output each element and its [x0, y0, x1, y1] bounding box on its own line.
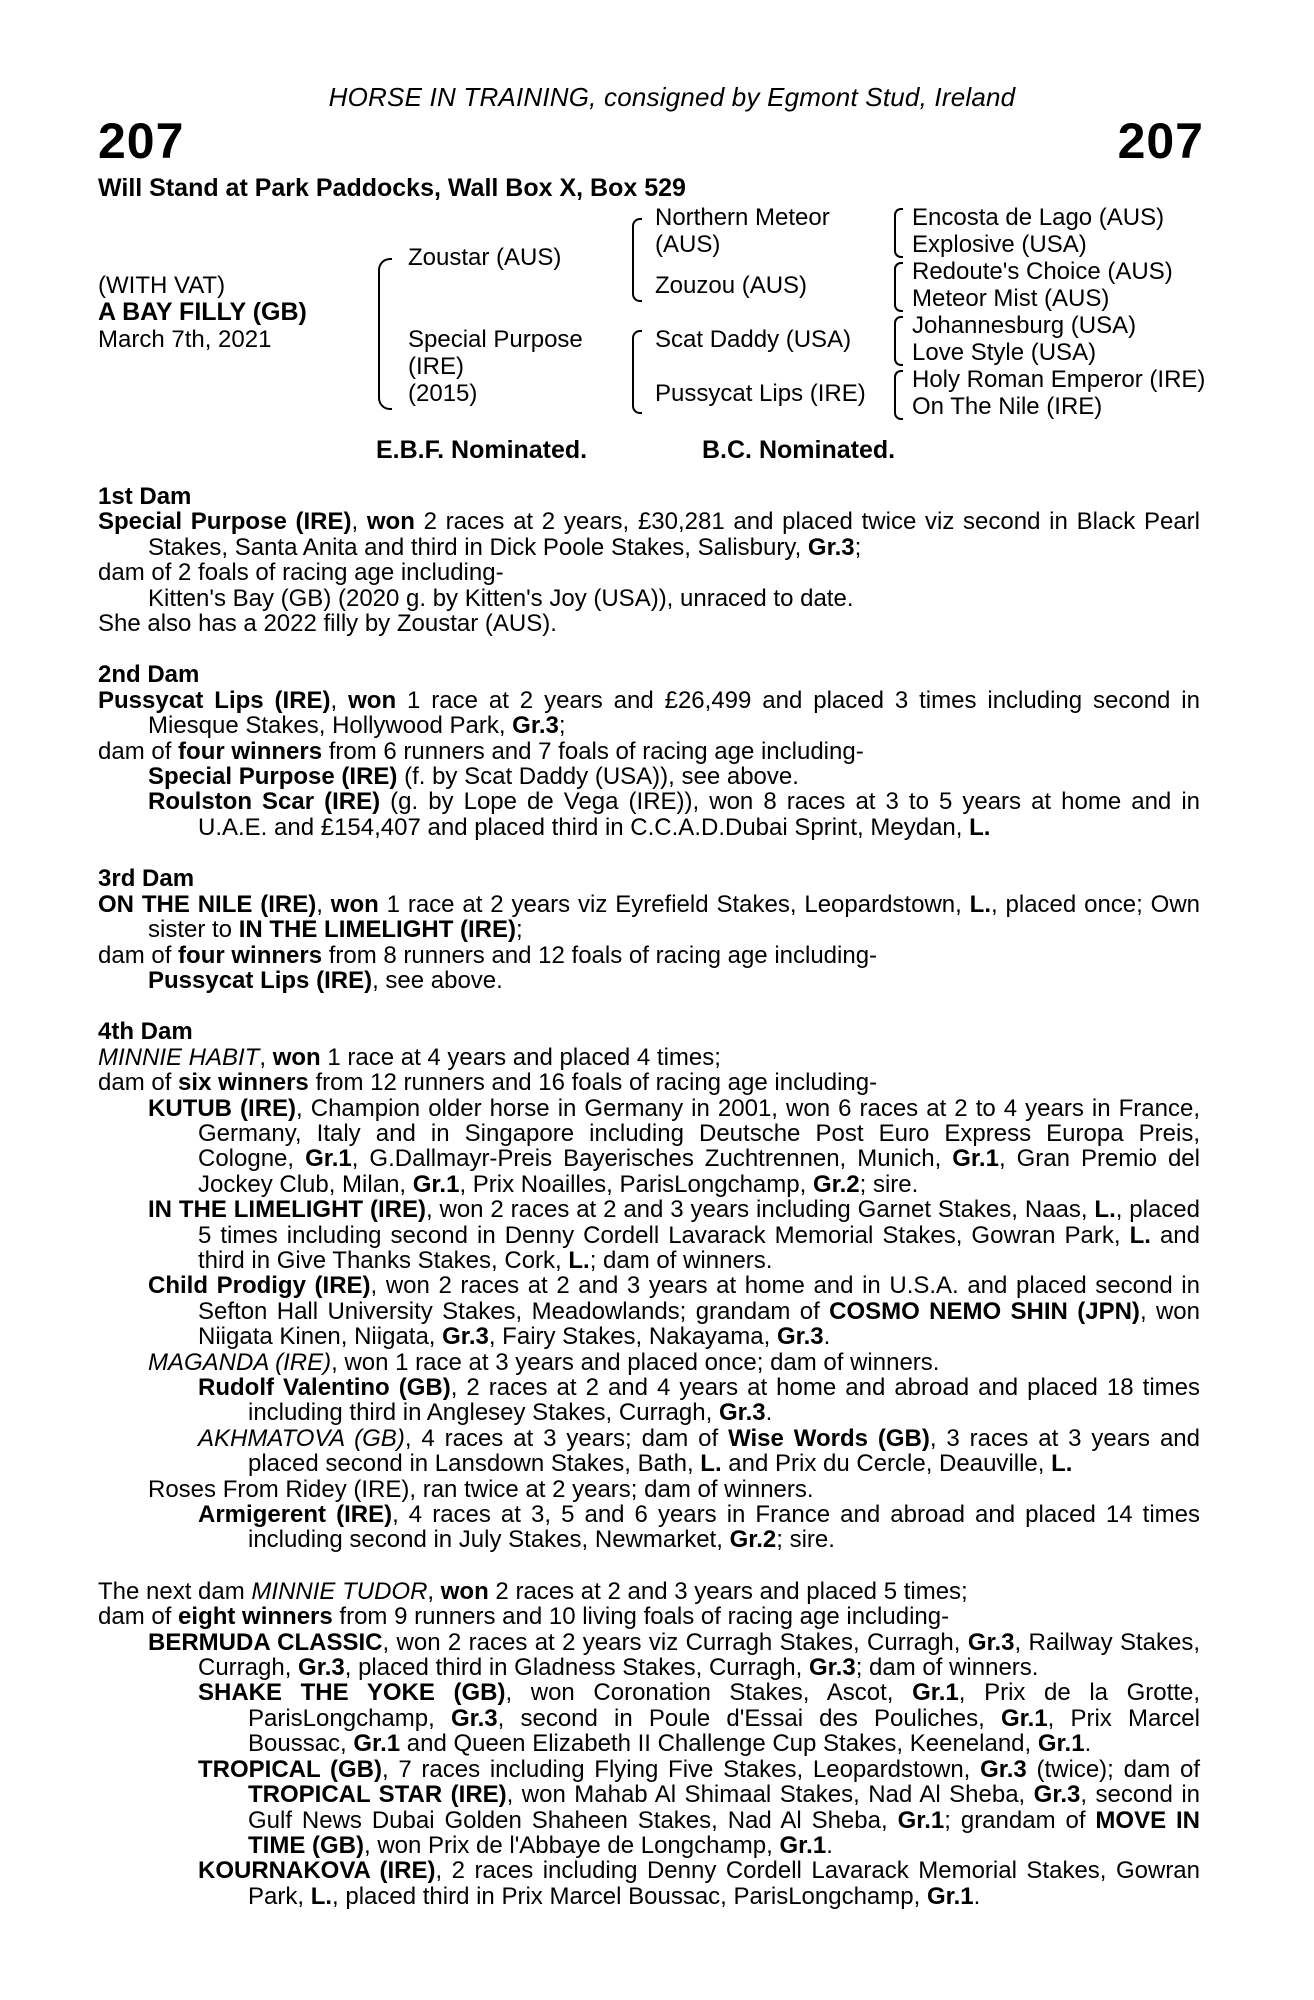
ggs-1: Encosta de Lago (AUS) [912, 204, 1165, 231]
second-dam-heading: 2nd Dam [98, 661, 200, 689]
next-dam-grandoffspring: TROPICAL (GB), 7 races including Flying Five Stakes, Leopardstown, Gr.3 (twice); dam of TROPICAL STAR (IRE), won Mahab Al Shimaal Stakes, Nad Al Sheba, Gr.3, second in Gulf News Dubai Golden Shaheen Stakes, Nad Al Sheba, Gr.1; grandam of MOVE IN TIME (GB), won Prix de l'Abbaye de Longchamp, Gr.1. [198, 1755, 1201, 1859]
second-dam-record: Pussycat Lips (IRE), won 1 race at 2 years and £26,499 and placed 3 times including second in Miesque Stakes, Hollywood Park, Gr.3; [98, 686, 1200, 740]
fourth-dam-heading: 4th Dam [98, 1018, 193, 1046]
ggs-3: Redoute's Choice (AUS) [912, 258, 1173, 285]
ggs-4: Meteor Mist (AUS) [912, 285, 1110, 312]
sire-name: Zoustar (AUS) [408, 244, 562, 271]
consignor-header: HORSE IN TRAINING, consigned by Egmont Stud, Ireland [328, 82, 1016, 112]
next-dam-produce: dam of eight winners from 9 runners and 10 living foals of racing age including- [98, 1603, 950, 1631]
fourth-dam-offspring: Roses From Ridey (IRE), ran twice at 2 years; dam of winners. [148, 1475, 814, 1503]
dam-name-line1: Special Purpose [408, 326, 583, 353]
pedigree-brace-g1 [894, 208, 903, 258]
fourth-dam-record: MINNIE HABIT, won 1 race at 4 years and placed 4 times; [98, 1043, 721, 1071]
horse-name: A BAY FILLY (GB) [98, 298, 307, 326]
lot-number-right: 207 [1117, 113, 1204, 169]
fourth-dam-grandoffspring: AKHMATOVA (GB), 4 races at 3 years; dam of Wise Words (GB), 3 races at 3 years and placed second in Lansdown Stakes, Bath, L. and Prix du Cercle, Deauville, L. [198, 1424, 1200, 1478]
pedigree-brace-g3 [894, 316, 903, 366]
fourth-dam-grandoffspring: Armigerent (IRE), 4 races at 3, 5 and 6 years in France and abroad and placed 14 times including second in July Stakes, Newmarket, Gr.2; sire. [198, 1501, 1201, 1554]
sire-dam: Zouzou (AUS) [655, 272, 808, 299]
first-dam-foal: Kitten's Bay (GB) (2020 g. by Kitten's Joy (USA)), unraced to date. [148, 584, 854, 612]
second-dam-offspring: Roulston Scar (IRE) (g. by Lope de Vega (IRE)), won 8 races at 3 to 5 years at home and in U.A.E. and £154,407 and placed third in C.C.A.D.Dubai Sprint, Meydan, L. [148, 788, 1200, 841]
stand-location: Will Stand at Park Paddocks, Wall Box X, Box 529 [98, 174, 686, 202]
bc-nomination: B.C. Nominated. [702, 436, 896, 464]
third-dam-produce: dam of four winners from 8 runners and 12 foals of racing age including- [98, 941, 878, 969]
second-dam-offspring: Special Purpose (IRE) (f. by Scat Daddy (USA)), see above. [148, 763, 799, 791]
foaling-date: March 7th, 2021 [98, 326, 272, 353]
sire-sire-line2: (AUS) [655, 231, 721, 258]
first-dam-heading: 1st Dam [98, 483, 192, 510]
sire-sire-line1: Northern Meteor [655, 204, 830, 231]
ggs-6: Love Style (USA) [912, 339, 1097, 366]
second-dam-produce: dam of four winners from 6 runners and 7 foals of racing age including- [98, 737, 864, 765]
third-dam-record: ON THE NILE (IRE), won 1 race at 2 years viz Eyrefield Stakes, Leopardstown, L., placed once; Own sister to IN THE LIMELIGHT (IRE); [98, 890, 1201, 944]
third-dam-offspring: Pussycat Lips (IRE), see above. [148, 966, 503, 994]
pedigree-brace-dam [632, 330, 642, 414]
first-dam-record: Special Purpose (IRE), won 2 races at 2 years, £30,281 and placed twice viz second in Black Pearl Stakes, Santa Anita and third in Dick Poole Stakes, Salisbury, Gr.3; [98, 508, 1200, 561]
fourth-dam-produce: dam of six winners from 12 runners and 16 foals of racing age including- [98, 1069, 878, 1097]
fourth-dam-offspring: IN THE LIMELIGHT (IRE), won 2 races at 2 and 3 years including Garnet Stakes, Naas, L., placed 5 times including second in Denny Cordell Lavarack Memorial Stakes, Gowran Park, L. and third in Give Thanks Stakes, Cork, L.; dam of winners. [148, 1196, 1201, 1274]
fourth-dam-offspring: MAGANDA (IRE), won 1 race at 3 years and placed once; dam of winners. [148, 1348, 940, 1376]
pedigree-brace-sire [632, 218, 642, 302]
next-dam-record: The next dam MINNIE TUDOR, won 2 races at 2 and 3 years and placed 5 times; [98, 1577, 968, 1605]
next-dam-offspring: BERMUDA CLASSIC, won 2 races at 2 years viz Curragh Stakes, Curragh, Gr.3, Railway Stakes, Curragh, Gr.3, placed third in Gladness Stakes, Curragh, Gr.3; dam of winners. [148, 1628, 1200, 1682]
ggs-8: On The Nile (IRE) [912, 393, 1103, 420]
first-dam-produce: dam of 2 foals of racing age including- [98, 559, 504, 587]
fourth-dam-offspring: Child Prodigy (IRE), won 2 races at 2 and 3 years at home and in U.S.A. and placed second in Sefton Hall University Stakes, Meadowlands; grandam of COSMO NEMO SHIN (JPN), won Niigata Kinen, Niigata, Gr.3, Fairy Stakes, Nakayama, Gr.3. [148, 1272, 1200, 1351]
pedigree-brace-g2 [894, 262, 903, 312]
next-dam-grandoffspring: SHAKE THE YOKE (GB), won Coronation Stakes, Ascot, Gr.1, Prix de la Grotte, ParisLongchamp, Gr.3, second in Poule d'Essai des Pouliches, Gr.1, Prix Marcel Boussac, Gr.1 and Queen Elizabeth II Challenge Cup Stakes, Keeneland, Gr.1. [198, 1679, 1200, 1758]
pedigree-brace-main [378, 258, 392, 410]
lot-number-left: 207 [98, 113, 185, 169]
first-dam-note: She also has a 2022 filly by Zoustar (AUS). [98, 610, 557, 638]
fourth-dam-offspring: KUTUB (IRE), Champion older horse in Germany in 2001, won 6 races at 2 to 4 years in France, Germany, Italy and in Singapore including Deutsche Post Euro Express Europa Preis, Cologne, Gr.1, G.Dallmayr-Preis Bayerisches Zuchtrennen, Munich, Gr.1, Gran Premio del Jockey Club, Milan, Gr.1, Prix Noailles, ParisLongchamp, Gr.2; sire. [148, 1094, 1200, 1198]
third-dam-heading: 3rd Dam [98, 865, 195, 893]
ggs-7: Holy Roman Emperor (IRE) [912, 366, 1206, 393]
vat-note: (WITH VAT) [98, 272, 226, 299]
dam-sire: Scat Daddy (USA) [655, 326, 852, 353]
dam-dam: Pussycat Lips (IRE) [655, 380, 866, 407]
dam-name-line2: (IRE) [408, 353, 464, 380]
dam-year: (2015) [408, 380, 478, 407]
ggs-2: Explosive (USA) [912, 231, 1087, 258]
produce-record [98, 484, 1200, 1909]
ebf-nomination: E.B.F. Nominated. [376, 436, 588, 464]
fourth-dam-grandoffspring: Rudolf Valentino (GB), 2 races at 2 and 4 years at home and abroad and placed 18 times including third in Anglesey Stakes, Curragh, Gr.3. [198, 1374, 1200, 1427]
next-dam-grandoffspring: KOURNAKOVA (IRE), 2 races including Denny Cordell Lavarack Memorial Stakes, Gowran Park, L., placed third in Prix Marcel Boussac, ParisLongchamp, Gr.1. [198, 1857, 1201, 1910]
pedigree-brace-g4 [894, 370, 903, 420]
ggs-5: Johannesburg (USA) [912, 312, 1137, 339]
